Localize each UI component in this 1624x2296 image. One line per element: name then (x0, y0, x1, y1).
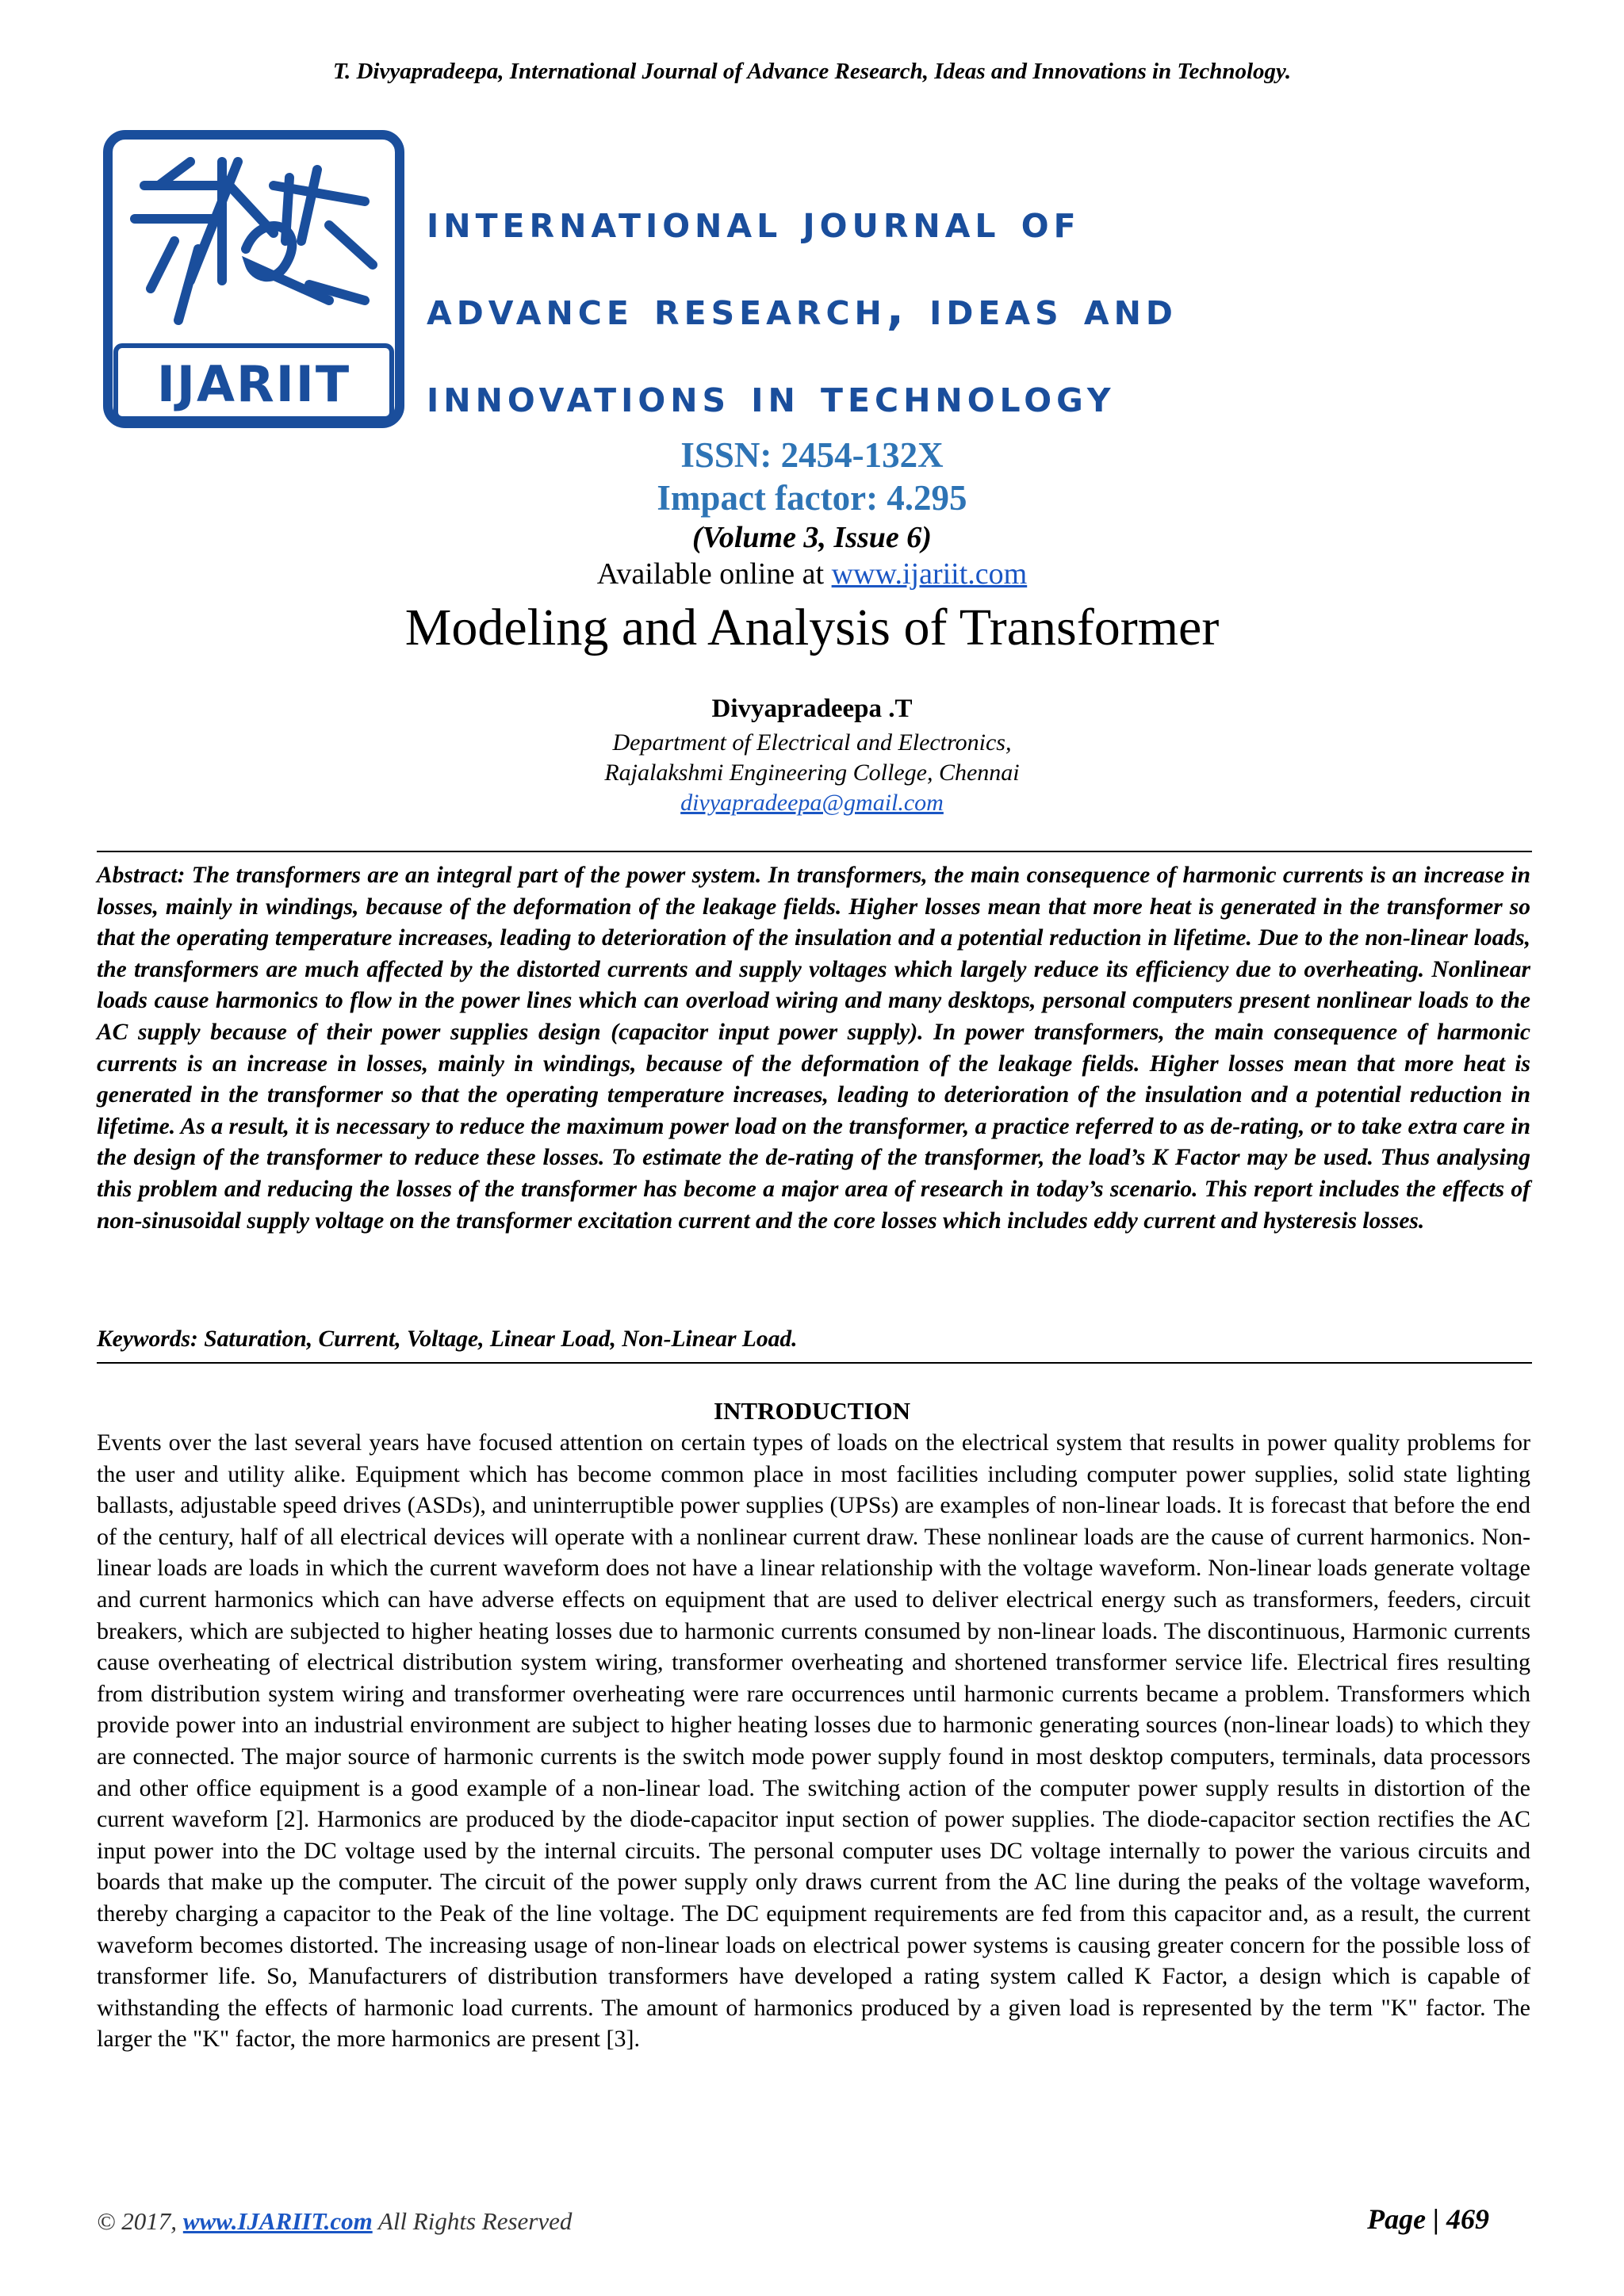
keywords-bottom-rule (97, 1362, 1532, 1364)
journal-logo (103, 130, 404, 428)
journal-masthead (427, 178, 1178, 439)
author-name: Divyapradeepa .T (711, 695, 913, 723)
availability-prefix: Available online at (596, 557, 832, 591)
logo-wordmark: IJARIIT (156, 355, 351, 413)
impact-factor: Impact factor: 4.295 (657, 478, 967, 518)
keywords: Keywords: Saturation, Current, Voltage, Linear Load, Non-Linear Load. (97, 1326, 798, 1352)
masthead-line-3: innovations in technology (427, 369, 1116, 423)
affiliation-institution: Rajalakshmi Engineering College, Chennai (604, 760, 1020, 786)
availability-line (0, 557, 1624, 591)
author-email-link[interactable]: divyapradeepa@gmail.com (680, 790, 944, 816)
journal-website-link[interactable]: www.ijariit.com (831, 557, 1028, 591)
affiliation-department: Department of Electrical and Electronics, (612, 729, 1012, 756)
abstract-top-rule (97, 851, 1532, 852)
introduction-body: Events over the last several years have focused attention on certain types of loads on the electrical system that results in power quality problems for the user and utility alike. Equipment which has become common place in most facilities including computer power supplies, solid state lighting ballasts, adjustable speed drives (ASDs), and uninterruptible power supplies (UPSs) are examples of non-linear loads. It is forecast that before the end of the century, half of all electrical devices will operate with a nonlinear current draw. These nonlinear loads are the cause of current harmonics. Non-linear loads are loads in which the current waveform does not have a linear relationship with the voltage waveform. Non-linear loads generate voltage and current harmonics which can have adverse effects on equipment that are used to deliver electrical energy such as transformers, feeders, circuit breakers, which are subjected to higher heating losses due to harmonic currents consumed by non-linear loads. The discontinuous, Harmonic currents cause overheating of electrical distribution system wiring, transformer overheating and shortened transformer service life. Electrical fires resulting from distribution system wiring and transformer overheating were rare occurrences until harmonic currents became a problem. Transformers which provide power into an industrial environment are subject to higher heating losses due to harmonic generating sources (non-linear loads) to which they are connected. The major source of harmonic currents is the switch mode power supply found in most desktop computers, terminals, data processors and other office equipment is a good example of a non-linear load. The switching action of the computer power supply results in distortion of the current waveform [2]. Harmonics are produced by the diode-capacitor input section of power supplies. The diode-capacitor section rectifies the AC input power into the DC voltage used by the internal circuits. The personal computer uses DC voltage internally to power the various circuits and boards that make up the computer. The circuit of the power supply only draws current from the AC line during the peaks of the voltage waveform, thereby charging a capacitor to the Peak of the line voltage. The DC equipment requirements are fed from this capacitor and, as a result, the current waveform becomes distorted. The increasing usage of non-linear loads on electrical power systems is causing greater concern for the possible loss of transformer life. So, Manufacturers of distribution transformers have developed a rating system called K Factor, a design which is capable of withstanding the effects of harmonic load currents. The amount of harmonics produced by a given load is represented by the term "K" factor. The larger the "K" factor, the more harmonics are present [3]. (97, 1429, 1530, 2053)
issn: ISSN: 2454-132X (680, 435, 944, 475)
footer-website-link[interactable]: www.IJARIIT.com (182, 2207, 373, 2235)
abstract: Abstract: The transformers are an integral part of the power system. In transformers, the main consequence of harmonic currents is an increase in losses, mainly in windings, because of the deformation of the leakage fields. Higher losses mean that more heat is generated in the transformer so that the operating temperature increases, leading to deterioration of the insulation and a potential reduction in lifetime. Due to the non-linear loads, the transformers are much affected by the distorted currents and supply voltages which largely reduce its efficiency due to overheating. Nonlinear loads cause harmonics to flow in the power lines which can overload wiring and many desktops, personal computers present nonlinear loads to the AC supply because of their power supplies design (capacitor input power supply). In power transformers, the main consequence of harmonic currents is an increase in losses, mainly in windings, because of the deformation of the leakage fields. Higher losses mean that more heat is generated in the transformer so that the operating temperature increases, leading to deterioration of the insulation and a potential reduction in lifetime. As a result, it is necessary to reduce the maximum power load on the transformer, a practice referred to as de-rating, or to take extra care in the design of the transformer to reduce these losses. To estimate the de-rating of the transformer, the load’s K Factor may be used. Thus analysing this problem and reducing the losses of the transformer has become a major area of research in today’s scenario. This report includes the effects of non-sinusoidal supply voltage on the transformer excitation current and the core losses which includes eddy current and hysteresis losses. (97, 863, 1530, 1234)
masthead-line-2: advance research, ideas and (427, 281, 1178, 335)
page-number: Page | 469 (1367, 2203, 1489, 2235)
copyright-suffix: All Rights Reserved (372, 2207, 573, 2235)
paper-title: Modeling and Analysis of Transformer (404, 599, 1220, 656)
masthead-line-1: international journal of (427, 194, 1081, 248)
running-head: T. Divyapradeepa, International Journal of Advance Research, Ideas and Innovations in Technology. (332, 59, 1292, 84)
volume-issue: (Volume 3, Issue 6) (692, 521, 932, 554)
footer-copyright (97, 2207, 572, 2236)
section-heading-introduction: INTRODUCTION (713, 1397, 911, 1425)
copyright-prefix: © 2017, (97, 2207, 183, 2235)
